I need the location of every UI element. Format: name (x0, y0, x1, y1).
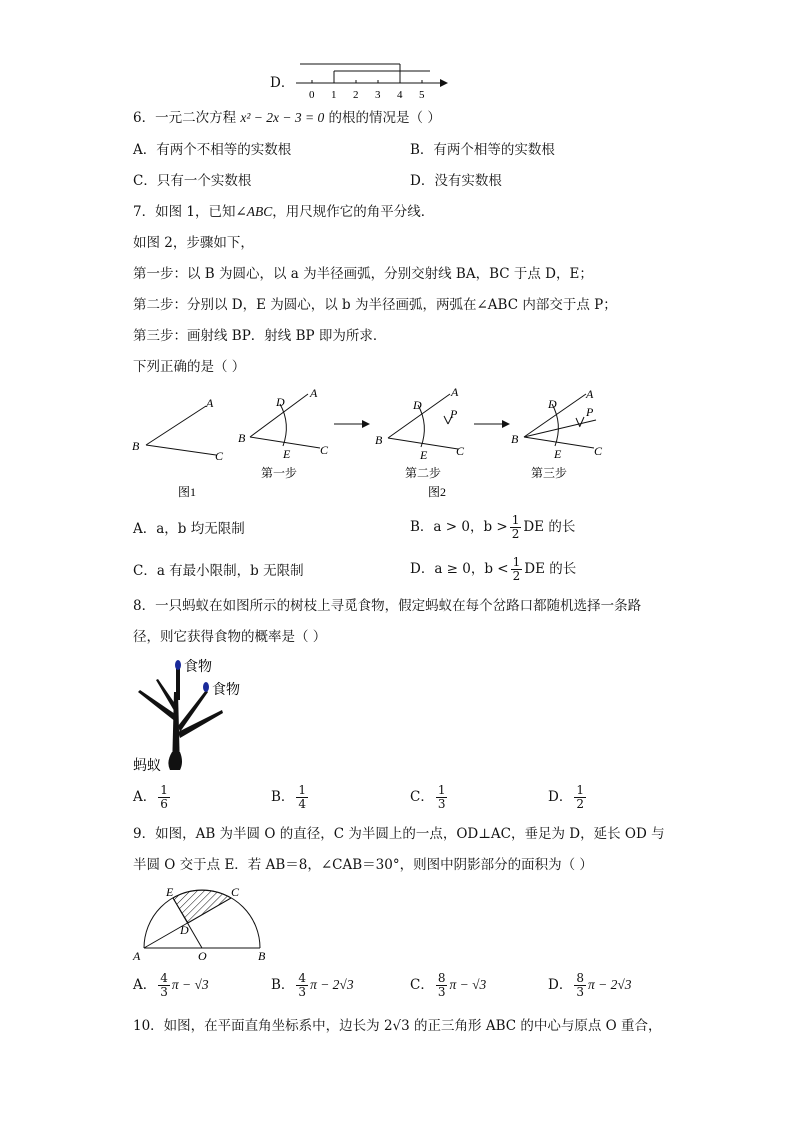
food-label-2: 食物 (212, 683, 240, 698)
svg-text:D: D (276, 395, 285, 409)
q6-option-a: A．有两个不相等的实数根 (133, 142, 292, 158)
svg-text:C: C (215, 449, 224, 463)
q7-stem-line1: 7．如图 1，已知∠ABC，用尺规作它的角平分线． (133, 204, 435, 220)
fraction-half: $\frac{1}{2}$ (511, 513, 520, 541)
svg-text:B: B (132, 439, 140, 453)
svg-text:A: A (586, 387, 594, 401)
svg-text:B: B (511, 432, 519, 446)
q7-option-d: D．a ≥ 0，b < $\frac{1}{2}$ DE 的长 (410, 555, 577, 583)
q9-option-a: A． $\frac{4}{3}$ π − √3 (133, 971, 209, 999)
q6-option-b: B．有两个相等的实数根 (410, 142, 555, 158)
q9-stem-line1: 9．如图，AB 为半圆 O 的直径，C 为半圆上的一点，OD⊥AC，垂足为 D，延长 OD 与 (133, 826, 665, 842)
q8-stem-line2: 径，则它获得食物的概率是（ ） (133, 629, 327, 645)
svg-text:D: D (180, 923, 189, 937)
q8-stem-line1: 8．一只蚂蚁在如图所示的树枝上寻觅食物，假定蚂蚁在每个岔路口都随机选择一条路 (133, 598, 642, 614)
q7-construction-figures (128, 382, 618, 502)
q7-step3: 第三步：画射线 BP．射线 BP 即为所求． (133, 328, 387, 344)
q5-number-line (290, 58, 450, 104)
q6-stem: 6．一元二次方程 x² − 2x − 3 = 0 的根的情况是（ ） (133, 110, 441, 126)
q7-question: 下列正确的是（ ） (133, 359, 246, 375)
q9-option-c: C． $\frac{8}{3}$ π − √3 (410, 971, 487, 999)
q7-step1: 第一步：以 B 为圆心，以 a 为半径画弧，分别交射线 BA，BC 于点 D，E； (133, 266, 593, 282)
q10-stem: 10．如图，在平面直角坐标系中，边长为 2√3 的正三角形 ABC 的中心与原点 O 重合， (133, 1018, 662, 1034)
fig1-label: 图1 (178, 485, 197, 499)
tick-0: 0 (309, 89, 315, 101)
q9-semicircle-figure (130, 880, 275, 962)
q6-equation: x² − 2x − 3 = 0 (240, 110, 325, 125)
q8-option-c: C． $\frac{1}{3}$ (410, 783, 446, 811)
q7-step2: 第二步：分别以 D，E 为圆心，以 b 为半径画弧，两弧在∠ABC 内部交于点 P； (133, 297, 617, 313)
tick-3: 3 (375, 89, 381, 101)
svg-text:C: C (456, 444, 465, 458)
svg-text:C: C (320, 443, 329, 457)
step-first-label: 第一步 (261, 466, 298, 480)
svg-text:A: A (451, 385, 459, 399)
svg-text:P: P (450, 407, 458, 421)
svg-text:E: E (554, 447, 562, 461)
svg-text:B: B (375, 433, 383, 447)
q6-option-c: C．只有一个实数根 (133, 173, 252, 189)
svg-text:E: E (283, 447, 291, 461)
svg-text:D: D (413, 398, 422, 412)
q7-option-a: A．a，b 均无限制 (133, 521, 245, 537)
fraction-half: $\frac{1}{2}$ (512, 555, 521, 583)
svg-text:D: D (548, 397, 557, 411)
svg-text:E: E (420, 448, 428, 462)
svg-text:E: E (166, 885, 174, 899)
tick-2: 2 (353, 89, 359, 101)
step-second-label: 第二步 (405, 466, 442, 480)
svg-text:A: A (310, 386, 318, 400)
q8-tree-figure (130, 652, 270, 776)
q9-option-b: B． $\frac{4}{3}$ π − 2√3 (271, 971, 354, 999)
tick-1: 1 (331, 89, 337, 101)
q8-option-a: A． $\frac{1}{6}$ (133, 783, 168, 811)
q6-option-d: D．没有实数根 (410, 173, 502, 189)
svg-text:B: B (258, 949, 266, 962)
q9-option-d: D． $\frac{8}{3}$ π − 2√3 (548, 971, 632, 999)
svg-text:B: B (238, 431, 246, 445)
ant-label: 蚂蚁 (133, 759, 161, 774)
fig2-label: 图2 (428, 485, 447, 499)
tick-4: 4 (397, 89, 403, 101)
q8-option-b: B． $\frac{1}{4}$ (271, 783, 307, 811)
q7-option-b: B．a > 0，b > $\frac{1}{2}$ DE 的长 (410, 513, 576, 541)
svg-text:C: C (594, 444, 603, 458)
q9-stem-line2: 半圆 O 交于点 E．若 AB＝8，∠CAB＝30°，则图中阴影部分的面积为（ ） (133, 857, 593, 873)
svg-text:A: A (133, 949, 141, 962)
q8-option-d: D． $\frac{1}{2}$ (548, 783, 584, 811)
step-third-label: 第三步 (531, 466, 568, 480)
food-label-1: 食物 (184, 660, 212, 675)
svg-text:A: A (206, 396, 214, 410)
q7-stem-line2: 如图 2，步骤如下， (133, 235, 254, 251)
q5-option-d-label: D． (270, 75, 295, 91)
svg-text:O: O (198, 949, 207, 962)
q7-option-c: C．a 有最小限制，b 无限制 (133, 563, 304, 579)
tick-5: 5 (419, 89, 425, 101)
svg-text:C: C (231, 885, 240, 899)
svg-text:P: P (586, 405, 594, 419)
